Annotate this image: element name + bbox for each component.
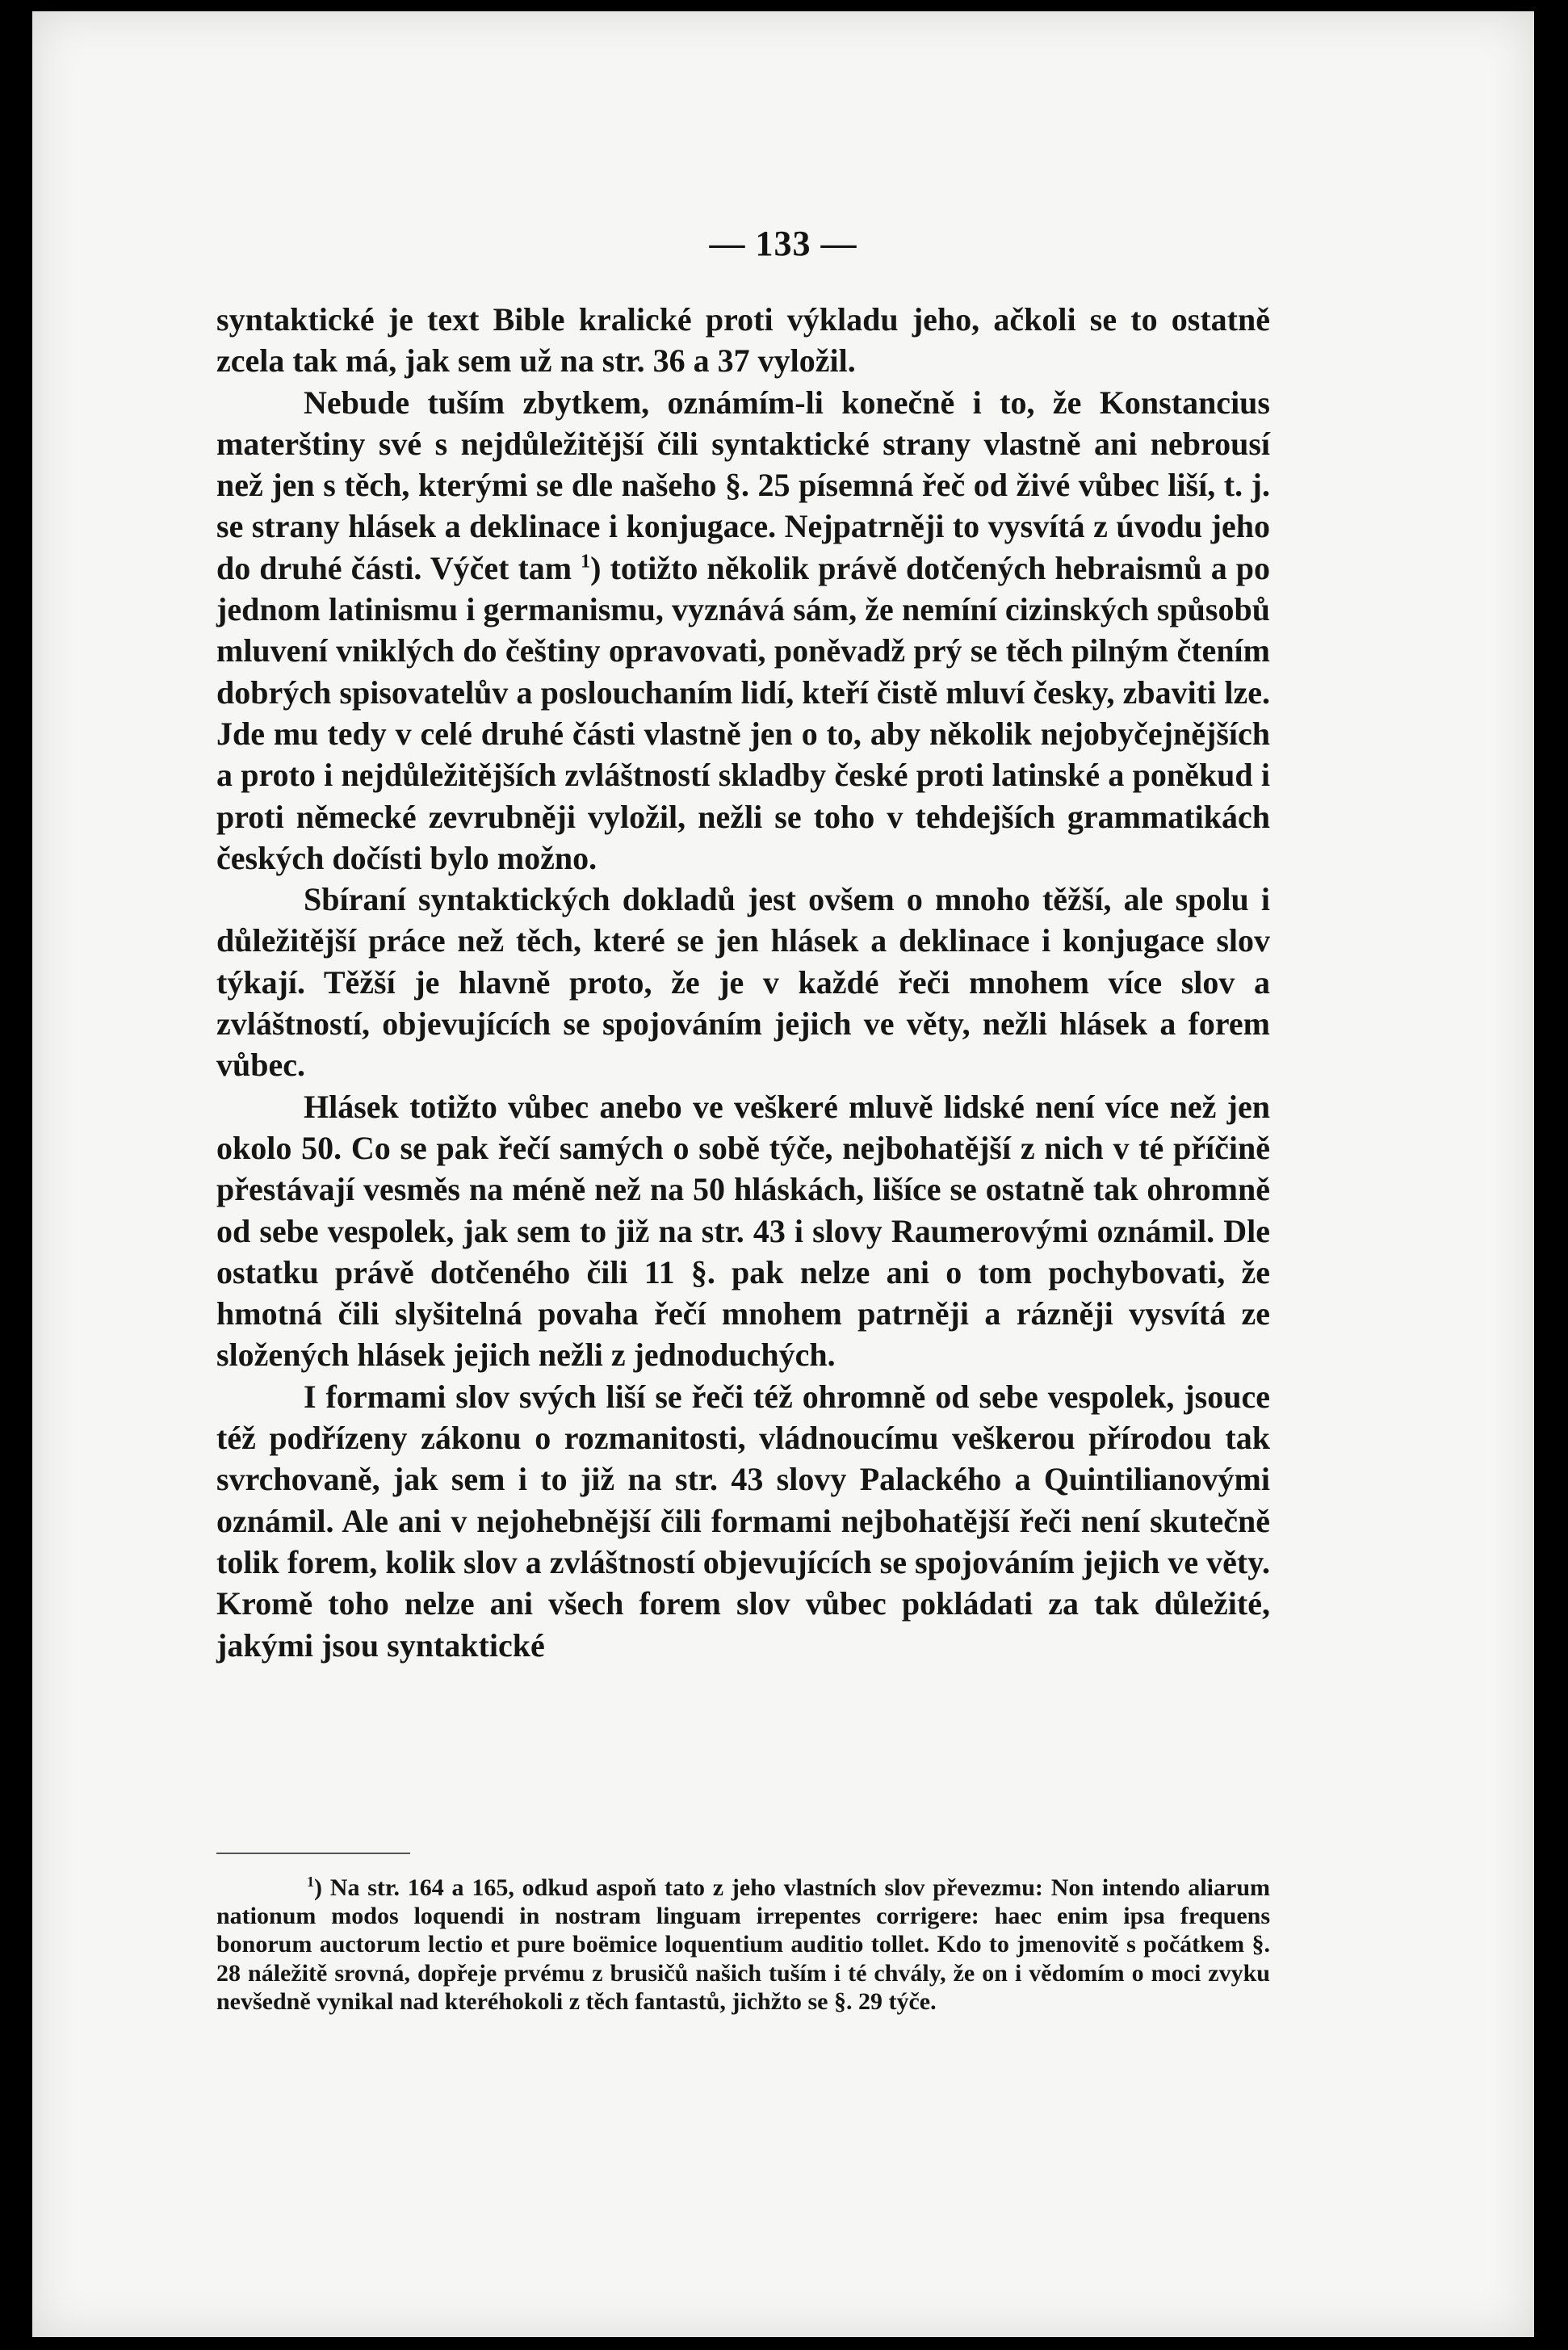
footnote [216, 1874, 1270, 2016]
footnote-reference: 1 [581, 551, 591, 573]
footnote-marker: 1 [307, 1874, 314, 1890]
body-text [216, 299, 1270, 1666]
footnote-divider [216, 1853, 410, 1854]
book-page [32, 11, 1534, 2337]
paragraph-2 [216, 382, 1270, 879]
paragraph-3: Sbíraní syntaktických dokladů jest ovšem o mnoho těžší, ale spolu i důležitější práce než těch, které se jen hlásek a deklinace i konjugace slov týkají. Těžší je hlavně proto, že je v každé řeči mnohem více slov a zvláštností, objevujících se spojováním jejich ve věty, nežli hlásek a forem vůbec. [216, 881, 1270, 1084]
page-number: — 133 — [709, 224, 857, 263]
footnote-body: ) Na str. 164 a 165, odkud aspoň tato z jeho vlastních slov převezmu: Non intendo aliarum nationum modos loquendi in nostram linguam irrepentes corrigere: haec enim ipsa frequens bonorum auctorum lectio et pure boëmice loquentium auditio tollet. Kdo to jmenovitě s počátkem §. 28 náležitě srovná, dopřeje prvému z brusičů našich tuším i té chvály, že on i vědomím o moci zvyku nevšedně vynikal nad kteréhokoli z těch fantastů, jichžto se §. 29 týče. [216, 1874, 1270, 2015]
footnote-text [216, 1874, 1270, 2016]
paragraph-4: Hlásek totižto vůbec anebo ve veškeré mluvě lidské není více než jen okolo 50. Co se pak řečí samých o sobě týče, nejbohatější z nich v té příčině přestávají vesměs na méně než na 50 hláskách, lišíce se ostatně tak ohromně od sebe vespolek, jak sem to již na str. 43 i slovy Raumerovými oznámil. Dle ostatku právě dotčeného čili 11 §. pak nelze ani o tom pochybovati, že hmotná čili slyšitelná povaha řečí mnohem patrněji a rázněji vysvítá ze složených hlásek jejich nežli z jednoduchých. [216, 1088, 1270, 1374]
paragraph-2-text-b: ) totižto několik právě dotčených hebraismů a po jednom latinismu i germanismu, vyznává sám, že nemíní cizinských spůsobů mluvení vniklých do češtiny opravovati, poněvadž prý se těch pilným čtením dobrých spisovatelův a poslouchaním lidí, kteří čistě mluví česky, zbaviti lze. Jde mu tedy v celé druhé části vlastně jen o to, aby několik nejobyčejnějších a proto i nejdůležitějších zvláštností skladby české proti latinské a poněkud i proti německé zevrubněji vyložil, nežli se toho v tehdejších grammatikách českých dočísti bylo možno. [216, 549, 1270, 876]
paragraph-2-text-a: Nebude tuším zbytkem, oznámím-li konečně i to, že Konstancius materštiny své s nejdůležitější čili syntaktické strany vlastně ani nebrousí než jen s těch, kterými se dle našeho §. 25 písemná řeč od živé vůbec liší, t. j. se strany hlásek a deklinace i konjugace. Nejpatrněji to vysvítá z úvodu jeho do druhé části. Výčet tam [216, 384, 1270, 586]
paragraph-1: syntaktické je text Bible kralické proti výkladu jeho, ačkoli se to ostatně zcela tak má, jak sem už na str. 36 a 37 vyložil. [216, 301, 1270, 380]
paragraph-5: I formami slov svých liší se řeči též ohromně od sebe vespolek, jsouce též podřízeny zákonu o rozmanitosti, vládnoucímu veškerou přírodou tak svrchovaně, jak sem i to již na str. 43 slovy Palackého a Quintilianovými oznámil. Ale ani v nejohebnější čili formami nejbohatější řeči není skutečně tolik forem, kolik slov a zvláštností objevujících se spojováním jejich ve věty. Kromě toho nelze ani všech forem slov vůbec pokládati za tak důležité, jakými jsou syntaktické [216, 1378, 1270, 1664]
